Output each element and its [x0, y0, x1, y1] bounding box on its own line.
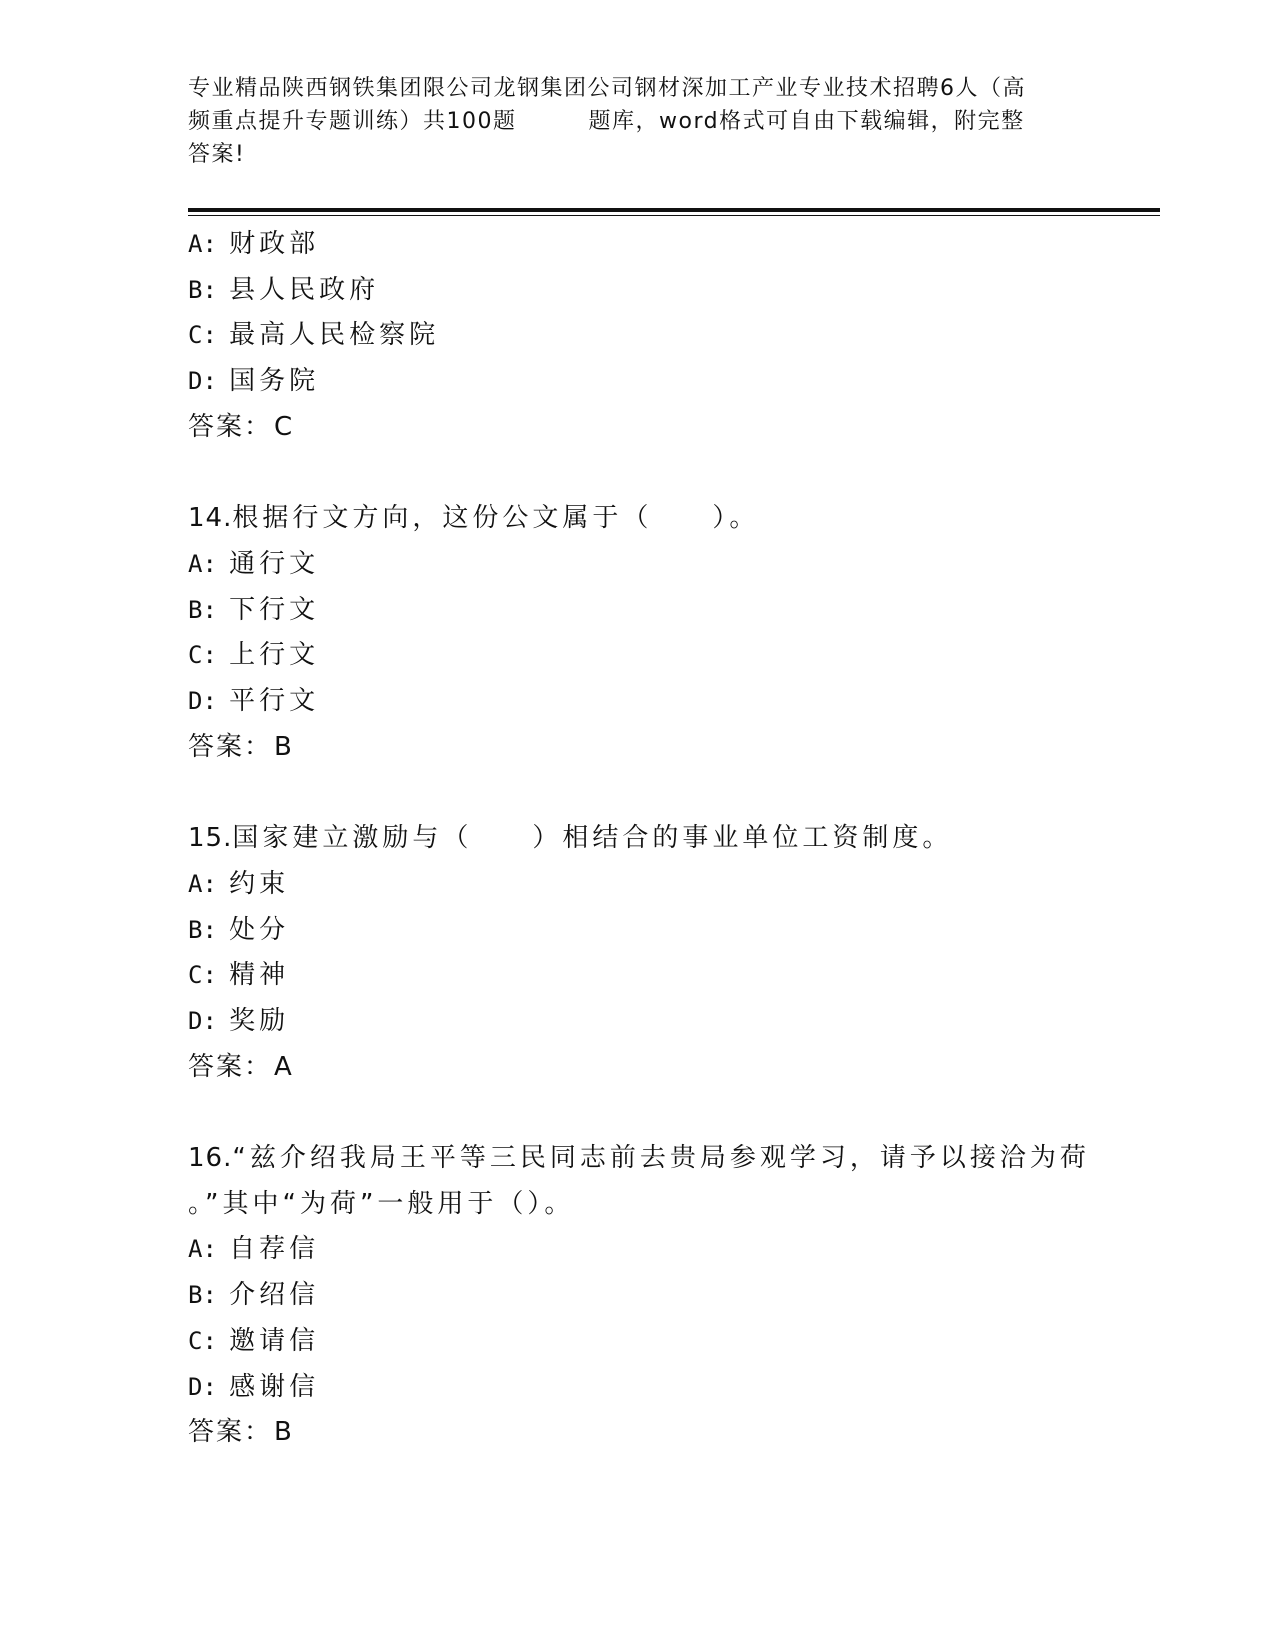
question-text: 国家建立激励与（ ）相结合的事业单位工资制度。 [232, 823, 953, 854]
option-key: D: [188, 367, 217, 396]
option-key: B: [188, 915, 217, 944]
option-a [188, 1227, 1148, 1273]
answer-value: C [274, 411, 295, 442]
option-text: 平行文 [229, 686, 320, 717]
header-line-2 [188, 105, 1088, 138]
option-key: A: [188, 869, 217, 898]
option-key: A: [188, 549, 217, 578]
header-line-1: 专业精品陕西钢铁集团限公司龙钢集团公司钢材深加工产业专业技术招聘6人（高 [188, 76, 1026, 101]
question-15 [188, 816, 1148, 1090]
answer-label: 答案： [188, 411, 273, 442]
option-b [188, 1273, 1148, 1319]
option-key: A: [188, 230, 217, 258]
option-text: 最高人民检察院 [229, 320, 440, 351]
question-text: 根据行文方向，这份公文属于（ ）。 [232, 503, 760, 534]
option-c [188, 953, 1148, 999]
header-line-3: 答案! [188, 142, 246, 167]
option-d [188, 359, 1148, 405]
question-14 [188, 496, 1148, 770]
answer-line [188, 1410, 1148, 1456]
option-c [188, 313, 1148, 359]
question-16 [188, 1136, 1148, 1456]
option-key: D: [188, 1372, 217, 1401]
question-list [188, 222, 1148, 1456]
option-key: C: [188, 1326, 217, 1355]
option-key: A: [188, 1235, 217, 1264]
option-text: 国务院 [229, 366, 320, 397]
header-line-2-part-2: 题库，word格式可自由下载编辑，附完整 [588, 109, 1025, 134]
question-number: 15. [188, 823, 233, 854]
option-text: 精神 [229, 960, 290, 991]
question-stem [188, 496, 1148, 542]
question-number: 14. [188, 503, 233, 534]
answer-label: 答案： [188, 1417, 273, 1448]
header-divider-thick [188, 208, 1160, 212]
option-text: 县人民政府 [229, 274, 380, 305]
option-text: 自荐信 [229, 1234, 320, 1265]
option-a [188, 862, 1148, 908]
question-stem-line-1 [188, 1136, 1148, 1182]
option-b [188, 588, 1148, 634]
answer-value: B [274, 1417, 294, 1448]
option-text: 邀请信 [229, 1325, 320, 1356]
question-number: 16. [188, 1143, 233, 1174]
option-a [188, 222, 1148, 268]
option-text: 通行文 [229, 548, 320, 579]
header-divider-thin [188, 215, 1160, 216]
option-c [188, 1319, 1148, 1365]
option-d [188, 999, 1148, 1045]
answer-label: 答案： [188, 1051, 273, 1082]
option-d [188, 1365, 1148, 1411]
option-key: B: [188, 595, 217, 624]
option-key: C: [188, 321, 217, 350]
option-key: D: [188, 687, 217, 716]
option-c [188, 633, 1148, 679]
option-d [188, 679, 1148, 725]
option-b [188, 908, 1148, 954]
question-text: “兹介绍我局王平等三民同志前去贵局参观学习，请予以接洽为荷 [232, 1143, 1090, 1174]
option-text: 财政部 [229, 229, 320, 259]
option-text: 处分 [229, 914, 290, 945]
option-text: 下行文 [229, 594, 320, 625]
option-text: 感谢信 [229, 1371, 320, 1402]
option-text: 上行文 [229, 640, 320, 671]
option-key: C: [188, 641, 217, 670]
answer-line [188, 1045, 1148, 1091]
question-stem-line-2: 。”其中“为荷”一般用于（）。 [188, 1188, 575, 1219]
option-text: 奖励 [229, 1005, 290, 1036]
answer-value: B [274, 731, 294, 762]
answer-line [188, 405, 1148, 451]
option-b [188, 268, 1148, 314]
answer-line [188, 725, 1148, 771]
option-key: B: [188, 275, 217, 304]
option-text: 介绍信 [229, 1280, 320, 1311]
header-line-2-part-1: 频重点提升专题训练）共100题 [188, 109, 517, 134]
option-a [188, 542, 1148, 588]
answer-value: A [274, 1051, 294, 1082]
option-key: B: [188, 1281, 217, 1310]
option-text: 约束 [229, 868, 290, 899]
answer-label: 答案： [188, 731, 273, 762]
option-key: D: [188, 1006, 217, 1035]
document-header [188, 72, 1088, 171]
question-13-continued [188, 222, 1148, 451]
option-key: C: [188, 961, 217, 990]
question-stem [188, 816, 1148, 862]
